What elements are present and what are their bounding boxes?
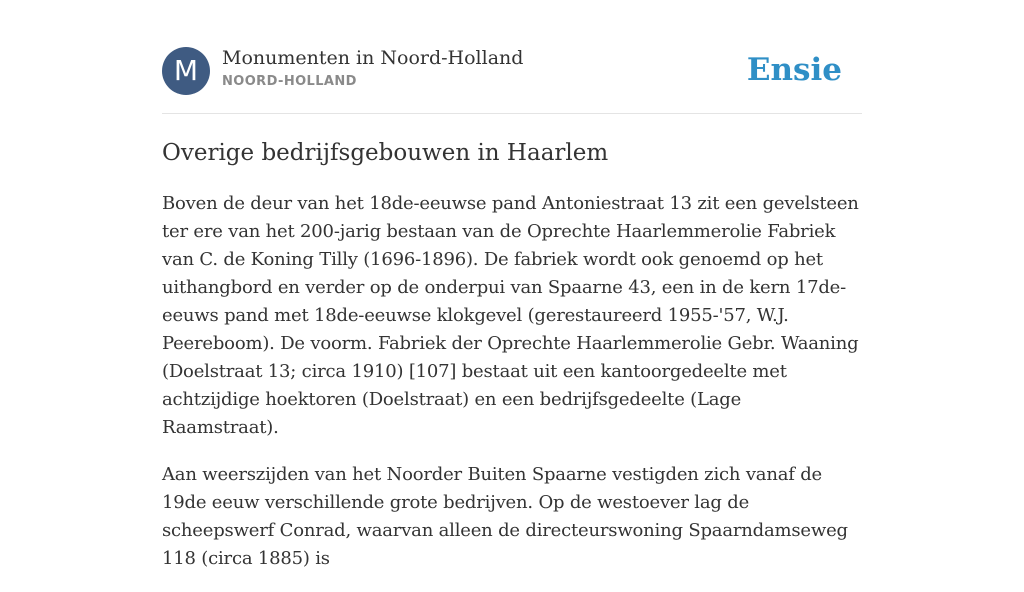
category-label[interactable]: NOORD-HOLLAND <box>222 74 357 89</box>
article-title: Overige bedrijfsgebouwen in Haarlem <box>162 140 609 166</box>
article-body <box>162 190 862 592</box>
ensie-logo[interactable]: Ensie <box>746 52 842 88</box>
article-paragraph-1: Boven de deur van het 18de-eeuwse pand Antoniestraat 13 zit een gevelsteen ter ere van het 200-jarig bestaan van de Oprechte Haarlemmerolie Fabriek van C. de Koning Tilly (1696-1896). De fabriek wordt ook genoemd op het uithangbord en verder op de onderpui van Spaarne 43, een in de kern 17de-eeuws pand met 18de-eeuwse klokgevel (gerestaureerd 1955-'57, W.J. Peereboom). De voorm. Fabriek der Oprechte Haarlemmerolie Gebr. Waaning (Doelstraat 13; circa 1910) [107] bestaat uit een kantoorgedeelte met achtzijdige hoektoren (Doelstraat) en een bedrijfsgedeelte (Lage Raamstraat). <box>162 193 859 438</box>
article-paragraph-2: Aan weerszijden van het Noorder Buiten Spaarne vestigden zich vanaf de 19de eeuw verschillende grote bedrijven. Op de westoever lag de scheepswerf Conrad, waarvan alleen de directeurswoning Spaarndamseweg 118 (circa 1885) is <box>162 464 848 569</box>
header-divider <box>162 113 862 114</box>
book-avatar[interactable]: M <box>162 47 210 95</box>
header <box>162 46 862 96</box>
book-title[interactable]: Monumenten in Noord-Holland <box>222 47 524 69</box>
